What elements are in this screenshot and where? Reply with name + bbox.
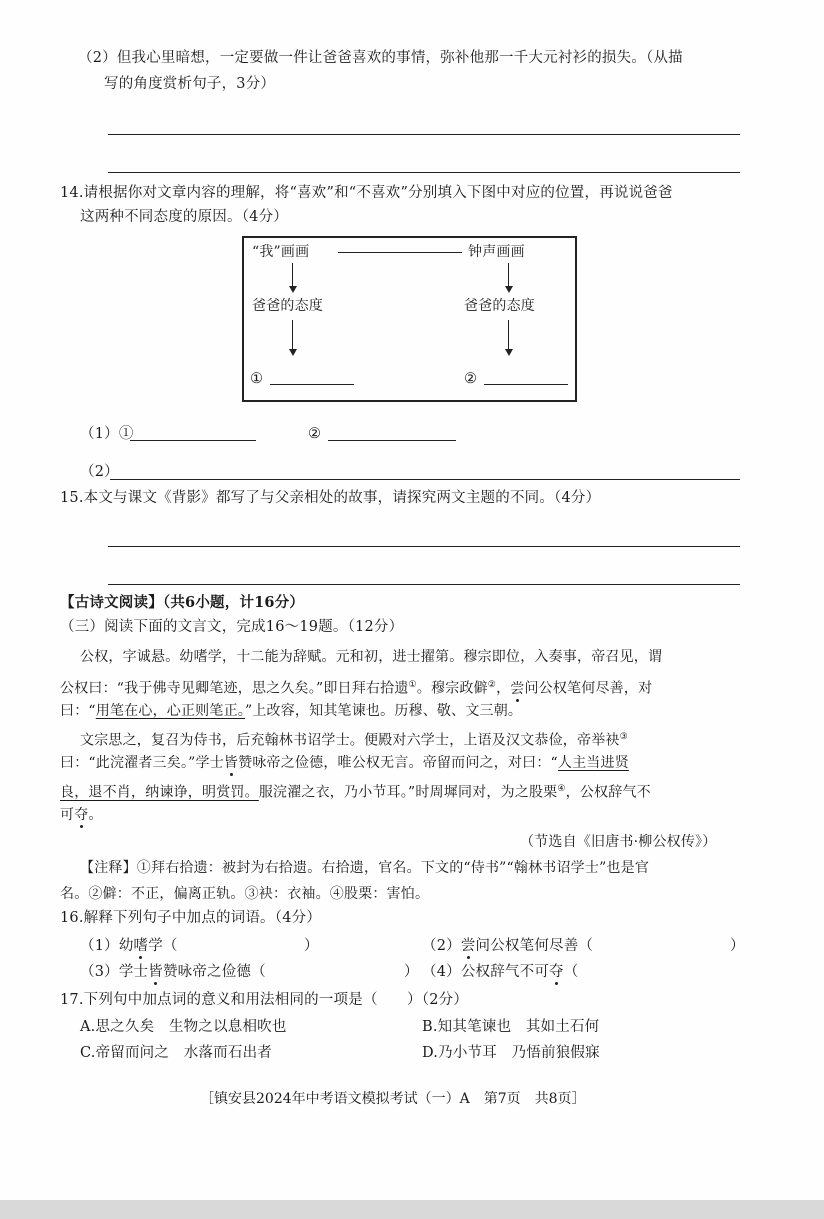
q16-title: 16.解释下列句子中加点的词语。（4分）	[60, 910, 322, 926]
q16-item1-close: ）	[304, 938, 319, 954]
passage-p1-line3: 曰：“用笔在心，心正则笔正。”上改容，知其笔谏也。历穆、敬、文三朝。	[60, 703, 523, 719]
diagram-right-mid: 爸爸的态度	[464, 298, 535, 314]
section-subtitle: （三）阅读下面的文言文，完成16～19题。（12分）	[60, 619, 404, 635]
arrow-down-icon	[508, 320, 509, 354]
q13-2-line1: （2）但我心里暗想，一定要做一件让爸爸喜欢的事情，弥补他那一千大元衬衫的损失。（从描	[78, 50, 683, 66]
arrow-down-icon	[508, 263, 509, 291]
answer-line	[110, 479, 740, 480]
q14-answer1-label: （1）①	[80, 426, 134, 442]
q14-answer1-mark2: ②	[308, 426, 322, 442]
q13-2-line2: 写的角度赏析句子，3分）	[104, 76, 276, 92]
q17-option-c: C.帝留而问之 水落而石出者	[80, 1045, 272, 1061]
passage-p2-line2: 曰：“此浣濯者三矣。”学士皆赞咏帝之俭德，唯公权无言。帝留而问之，对曰：“人主当进贤	[60, 755, 629, 771]
answer-line	[108, 172, 740, 173]
notes-line2: 名。②僻：不正，偏离正轨。③袂：衣袖。④股栗：害怕。	[60, 886, 430, 902]
q16-item1: （1）幼嗜学（	[80, 938, 178, 954]
q14-line2: 这两种不同态度的原因。（4分）	[80, 209, 288, 225]
q16-item4: （4）公权辞气不可夺（	[422, 964, 579, 980]
bottom-band	[0, 1200, 824, 1219]
arrow-down-icon	[292, 320, 293, 354]
q17-title: 17.下列句中加点词的意义和用法相同的一项是（ ）（2分）	[60, 992, 469, 1008]
diagram-right-top: 钟声画画	[468, 244, 525, 260]
notes-line1: 【注释】①拜右拾遗：被封为右拾遗。右拾遗，官名。下文的“侍书”“翰林书诏学士”也是官	[80, 860, 650, 876]
diagram-right-blank	[484, 384, 568, 385]
q17-option-a: A.思之久矣 生物之以息相吹也	[80, 1019, 287, 1035]
q16-item2: （2）尝问公权笔何尽善（	[422, 938, 594, 954]
diagram-right-mark: ②	[464, 371, 478, 387]
passage-p2-line4: 可夺。	[60, 807, 103, 823]
passage-p2-line1: 文宗思之，复召为侍书，后充翰林书诏学士。便殿对六学士，上语及汉文恭俭，帝举袂③	[80, 732, 628, 749]
q14-answer2-label: （2）	[80, 464, 119, 480]
passage-p1-line1: 公权，字诚悬。幼嗜学，十二能为辞赋。元和初，进士擢第。穆宗即位，入奏事，帝召见，谓	[80, 649, 663, 665]
q15-line1: 15.本文与课文《背影》都写了与父亲相处的故事，请探究两文主题的不同。（4分）	[60, 490, 601, 506]
diagram-connector	[338, 252, 462, 253]
passage-p1-line2: 公权曰：“我于佛寺见卿笔迹，思之久矣。”即日拜右拾遗①。穆宗政僻②，尝问公权笔何尽善，对	[60, 680, 653, 697]
q17-option-b: B.知其笔谏也 其如土石何	[422, 1019, 600, 1035]
passage-p2-line3: 良，退不肖，纳谏诤，明赏罚。服浣濯之衣，乃小节耳。”时周墀同对，为之股栗④，公权辞气不	[60, 784, 651, 801]
answer-line	[108, 134, 740, 135]
q14-line1: 14.请根据你对文章内容的理解，将“喜欢”和“不喜欢”分别填入下图中对应的位置，再说说爸爸	[60, 185, 673, 201]
passage-source: （节选自《旧唐书·柳公权传》）	[520, 834, 717, 850]
answer-blank-2	[328, 440, 456, 441]
diagram-left-mid: 爸爸的态度	[252, 298, 323, 314]
answer-blank-1	[130, 440, 256, 441]
page-footer: ［镇安县2024年中考语文模拟考试（一）A 第7页 共8页］	[200, 1091, 586, 1107]
answer-line	[108, 584, 740, 585]
q17-option-d: D.乃小节耳 乃悟前狼假寐	[422, 1045, 600, 1061]
diagram-left-blank	[270, 384, 354, 385]
q16-item3: （3）学士皆赞咏帝之俭德（	[80, 964, 266, 980]
section-title: 【古诗文阅读】（共6小题，计16分）	[60, 594, 305, 611]
q16-item3-close: ）	[404, 964, 419, 980]
q16-item2-close: ）	[730, 938, 745, 954]
arrow-down-icon	[292, 263, 293, 291]
answer-line	[108, 546, 740, 547]
diagram-left-top: “我”画画	[252, 244, 310, 260]
diagram-left-mark: ①	[250, 371, 264, 387]
